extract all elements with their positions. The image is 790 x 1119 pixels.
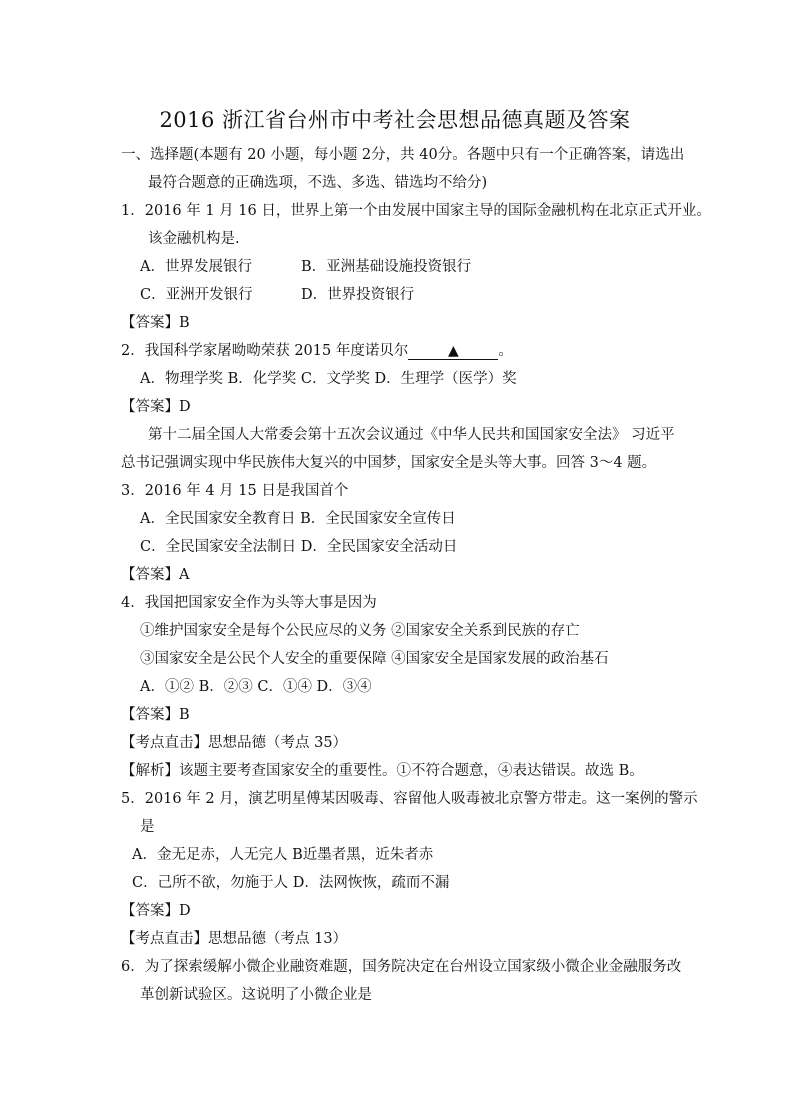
q5-exam-point: 【考点直击】思想品德（考点 13） [121, 931, 348, 947]
q3-answer: 【答案】A [121, 567, 190, 583]
q3-stem: 3．2016 年 4 月 15 日是我国首个 [121, 483, 349, 499]
q2-stem [121, 341, 513, 361]
q4-answer: 【答案】B [121, 707, 190, 723]
q4-statements-3-4: ③国家安全是公民个人安全的重要保障 ④国家安全是国家发展的政治基石 [140, 651, 609, 667]
q3-options-ab: A．全民国家安全教育日 B．全民国家安全宣传日 [140, 511, 456, 527]
q4-analysis: 【解析】该题主要考查国家安全的重要性。①不符合题意，④表达错误。故选 B。 [121, 763, 644, 779]
q6-stem-line-2: 革创新试验区。这说明了小微企业是 [140, 987, 372, 1003]
q3-options-cd: C．全民国家安全法制日 D．全民国家安全活动日 [140, 539, 458, 555]
section-instruction-line-1: 一、选择题(本题有 20 小题，每小题 2分，共 40分。各题中只有一个正确答案，请选出 [121, 147, 685, 163]
q1-answer: 【答案】B [121, 315, 190, 331]
q2-options: A．物理学奖 B．化学奖 C．文学奖 D．生理学（医学）奖 [140, 371, 517, 387]
q1-option-c: C．亚洲开发银行 [140, 287, 253, 303]
triangle-marker-icon: ▲ [447, 343, 459, 359]
q5-stem-line-1: 5．2016 年 2 月，演艺明星傅某因吸毒、容留他人吸毒被北京警方带走。这一案例的警示 [121, 791, 698, 807]
q5-answer: 【答案】D [121, 903, 191, 919]
q1-option-b: B．亚洲基础设施投资银行 [301, 259, 472, 275]
material-line-1: 第十二届全国人大常委会第十五次会议通过《中华人民共和国国家安全法》 习近平 [148, 427, 675, 443]
q2-stem-suffix: 。 [498, 343, 513, 359]
q2-stem-prefix: 2．我国科学家屠呦呦荣获 2015 年度诺贝尔 [121, 343, 409, 359]
section-instruction-line-2: 最符合题意的正确选项，不选、多选、错选均不给分) [148, 175, 488, 191]
q6-stem-line-1: 6．为了探索缓解小微企业融资难题，国务院决定在台州设立国家级小微企业金融服务改 [121, 959, 682, 975]
page-title: 2016 浙江省台州市中考社会思想品德真题及答案 [159, 108, 631, 132]
q1-option-a: A．世界发展银行 [140, 259, 252, 275]
q2-answer-blank [408, 341, 498, 360]
q5-options-cd: C．己所不欲，勿施于人 D．法网恢恢，疏而不漏 [132, 875, 450, 891]
q2-answer: 【答案】D [121, 399, 191, 415]
q4-exam-point: 【考点直击】思想品德（考点 35） [121, 735, 348, 751]
q1-stem-line-1: 1．2016 年 1 月 16 日，世界上第一个由发展中国家主导的国际金融机构在北京正式开业。 [121, 203, 711, 219]
q4-options: A．①② B．②③ C．①④ D．③④ [140, 679, 372, 695]
q5-stem-line-2: 是 [140, 819, 155, 835]
q4-stem: 4．我国把国家安全作为头等大事是因为 [121, 595, 377, 611]
q1-stem-line-2: 该金融机构是. [148, 231, 240, 247]
q4-statements-1-2: ①维护国家安全是每个公民应尽的义务 ②国家安全关系到民族的存亡 [140, 623, 580, 639]
q5-options-ab: A．金无足赤，人无完人 B近墨者黑，近朱者赤 [132, 847, 434, 863]
q1-option-d: D．世界投资银行 [301, 287, 415, 303]
material-line-2: 总书记强调实现中华民族伟大复兴的中国梦，国家安全是头等大事。回答 3～4 题。 [121, 455, 657, 471]
